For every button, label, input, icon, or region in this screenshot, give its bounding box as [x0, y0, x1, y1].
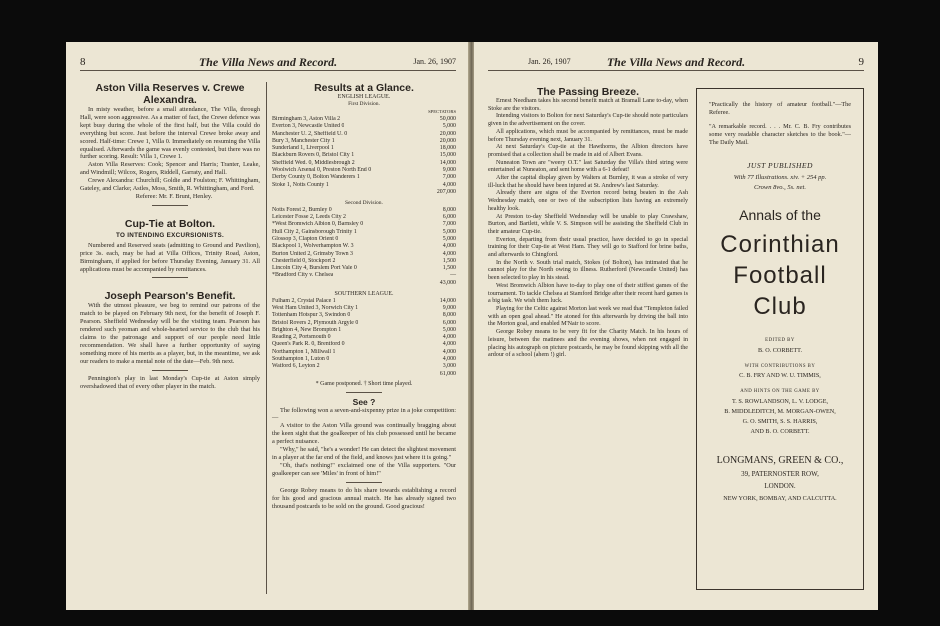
hint-author: G. O. SMITH, S. S. HARRIS,: [742, 418, 818, 425]
result-attendance: 7,000: [442, 174, 456, 181]
contributions-label: WITH CONTRIBUTIONS BY: [744, 364, 816, 369]
result-attendance: 14,000: [439, 297, 456, 304]
edited-by: EDITED BY: [765, 338, 795, 343]
result-fixture: Hull City 2, Gainsborough Trinity 1: [272, 228, 357, 235]
section-divider: [346, 482, 382, 483]
result-fixture: Everton 3, Newcastle United 0: [272, 123, 345, 130]
result-fixture: West Ham United 3, Norwich City 1: [272, 304, 359, 311]
result-fixture: Woolwich Arsenal 0, Preston North End 0: [272, 166, 372, 173]
benefit-paragraph: Pennington's play in last Monday's Cup-tie at Aston simply overshadowed that of every other player in the match.: [80, 374, 260, 390]
result-attendance: 4,000: [442, 341, 456, 348]
breeze-column: [488, 86, 688, 360]
breeze-paragraph: At next Saturday's Cup-tie at the Hawthorns, the Albion directors have promised that a collection shall be made in aid of Albert Evans.: [488, 144, 688, 158]
book-title: Corinthian: [720, 231, 840, 258]
page-number: 9: [858, 56, 864, 68]
breeze-paragraph: At Preston to-day Sheffield Wednesday will be unable to play Crawshaw, Burton, and Bartlett, while V. S. Simpson will be assisting the Sheffield Club in their amateur Cup-tie.: [488, 213, 688, 235]
breeze-paragraph: All applications, which must be accompanied by remittances, must be made before Thursday evening next, January 31.: [488, 128, 688, 143]
result-row: [272, 243, 456, 250]
breeze-paragraph: West Bromwich Albion have to-day to play one of their stiffest games of the tournament. To tackle Chelsea at Stamford Bridge after their recent hard games is a big task. We wish them luck.: [488, 282, 688, 305]
result-attendance: 5,000: [442, 228, 456, 235]
breeze-paragraph: After the capital display given by Walters at Burnley, it was a stroke of very ill-luck that he should have been injured at St. Andrew's last Saturday.: [488, 175, 688, 189]
see-paragraph: A visitor to the Aston Villa ground was continually bragging about the keen sight that the goalkeeper of his club possessed until he became a perfect nuisance.: [272, 422, 456, 446]
result-fixture: Blackpool 1, Wolverhampton W. 3: [272, 243, 354, 250]
result-attendance: 4,000: [442, 181, 456, 188]
reserves-paragraph: In misty weather, before a small attendance, The Villa, through Hall, were soon aggressive. As a matter of fact, the Crewe defence was kept busy during the whole of the first half, but the Villa could do everything but score. Just before the interval Crewe broke away and scored. Half-time: Crewe 1, Villa 0. Immediately on resuming the Villa equalised. Afterwards the game was evenly contested, but there was no further scoring. Result: Villa 1, Crewe 1.: [80, 106, 260, 161]
breeze-paragraph: Nuneaton Town are "weery O.T." last Saturday the Villa's third string were entertained at Nuneaton, and sent home with a 6-1 defeat!: [488, 159, 688, 174]
review-quote: "Practically the history of amateur football."—The Referee.: [709, 101, 851, 116]
result-row: [272, 214, 456, 221]
publisher-address: 39, PATERNOSTER ROW,: [741, 470, 819, 478]
breeze-paragraph: Playing for the Celtic against Morton last week we read that "Templeton failed with an open goal ahead." He atoned for this afterwards by driving the ball into the Morton goal, and enabled M'Nair to score.: [488, 305, 688, 328]
running-title: The Villa News and Record.: [606, 55, 746, 69]
breeze-paragraph: Intending visitors to Bolton for next Saturday's Cup-tie should note particulars given in the advertisement on the cover.: [488, 113, 688, 128]
result-fixture: Birmingham 3, Aston Villa 2: [272, 115, 341, 122]
result-attendance: 4,000: [442, 334, 456, 341]
page-number: 8: [80, 56, 86, 68]
result-attendance: —: [450, 272, 456, 279]
issue-date: Jan. 26, 1907: [413, 57, 456, 66]
result-attendance: 4,000: [442, 243, 456, 250]
result-row: [272, 182, 456, 189]
header-rule: [488, 70, 864, 71]
result-row: [272, 305, 456, 312]
benefit-heading: Joseph Pearson's Benefit.: [104, 290, 236, 303]
result-row: [272, 145, 456, 152]
benefit-paragraph: With the utmost pleasure, we beg to remind our patrons of the match to be played on February 9th next, for the benefit of Joseph F. Pearson. Sheffield Wednesday will be the visiting team. Pearson has rendered such yeoman and whole-hearted service to the club that his claims to the patronage and support of our people need little recommendation. We shall have a further opportunity of saying something more of his merits as a player, but, in the meantime, we ask our readers to make a mental note of the date—Feb. 9th next.: [80, 302, 260, 365]
result-fixture: Chesterfield 0, Stockport 2: [272, 257, 336, 264]
publisher-city: LONDON.: [764, 482, 796, 490]
result-attendance: 5,000: [442, 123, 456, 130]
review-quote: "A remarkable record. . . . Mr. C. B. Fry contributes some very readable character sketches to the book."—The Daily Mail.: [709, 123, 851, 146]
result-row: [272, 167, 456, 174]
cuptie-heading: Cup-Tie at Bolton.: [124, 217, 216, 230]
result-attendance: 5,000: [442, 326, 456, 333]
result-row: [272, 221, 456, 228]
result-row: [272, 152, 456, 159]
first-division-results: [272, 116, 456, 189]
header-rule: [80, 70, 456, 71]
results-footnote: * Game postponed. † Short time played.: [315, 380, 413, 387]
result-attendance: 7,000: [442, 221, 456, 228]
result-row: [272, 298, 456, 305]
result-attendance: 14,000: [439, 159, 456, 166]
result-attendance: 6,000: [442, 319, 456, 326]
result-row: [272, 258, 456, 265]
result-row: [272, 236, 456, 243]
advert-body: [697, 89, 863, 589]
book-title: Club: [753, 293, 807, 320]
result-fixture: Burton United 2, Grimsby Town 3: [272, 250, 353, 257]
breeze-paragraph: George Robey means to be very fit for the Charity Match. In his hours of leisure, between the matinees and the evening shows, when not engaged in placing his autograph on picture postcards, he may be found skipping with all the ardour of a school (ahem !) girl.: [488, 329, 688, 359]
result-fixture: Bristol Rovers 2, Plymouth Argyle 0: [272, 319, 359, 326]
result-fixture: Northampton 1, Millwall 1: [272, 348, 336, 355]
result-fixture: Notts Forest 2, Burnley 0: [272, 206, 332, 213]
result-row: [272, 123, 456, 130]
hint-author: AND B. O. CORBETT.: [750, 428, 810, 435]
editor: B. O. CORBETT.: [757, 347, 803, 354]
left-page: [66, 42, 470, 610]
result-row: [272, 251, 456, 258]
result-fixture: Leicester Fosse 2, Leeds City 2: [272, 214, 346, 221]
southern-total: 61,000: [439, 370, 456, 377]
division-title: Second Division.: [345, 199, 383, 206]
result-attendance: 8,000: [442, 206, 456, 213]
running-title: The Villa News and Record.: [198, 55, 338, 69]
result-fixture: Sheffield Wed. 0, Middlesbrough 2: [272, 159, 355, 166]
result-attendance: 15,000: [439, 152, 456, 159]
hints-names: [697, 397, 863, 437]
result-attendance: 5,000: [442, 235, 456, 242]
see-paragraph: "Oh, that's nothing!" exclaimed one of the Villa supporters. "Our goalkeeper can see 'Miles' in front of him!": [272, 461, 456, 477]
result-fixture: Southampton 1, Luton 0: [272, 356, 330, 363]
result-attendance: 4,000: [442, 356, 456, 363]
result-fixture: Derby County 0, Bolton Wanderers 1: [272, 174, 360, 181]
result-fixture: *Bradford City v. Chelsea: [272, 272, 334, 279]
result-fixture: Brighton 4, New Brompton 1: [272, 326, 342, 333]
result-row: [272, 363, 456, 370]
results-column: [272, 82, 456, 510]
result-fixture: Manchester U. 2, Sheffield U. 0: [272, 130, 348, 137]
cuptie-paragraph: Numbered and Reserved seats (admitting to Ground and Pavilion), price 3s. each, may be had at Villa Offices, Trinity Road, Aston, Birmingham, if applied for before Thursday Evening, January 31. All applications must be accompanied by remittances.: [80, 241, 260, 273]
result-row: [272, 327, 456, 334]
right-page: [474, 42, 878, 610]
breeze-paragraphs: [488, 98, 688, 360]
left-column: [80, 82, 260, 390]
result-fixture: *West Bromwich Albion 0, Barnsley 0: [272, 221, 364, 228]
result-fixture: Tottenham Hotspur 3, Swindon 0: [272, 312, 351, 319]
result-attendance: 1,500: [442, 257, 456, 264]
result-attendance: 8,000: [442, 312, 456, 319]
breeze-paragraph: In the North v. South trial match, Stokes (of Bolton), has intimated that he cannot play for the North owing to illness. Rutherford (Newcastle United) has been selected to play in his stead.: [488, 259, 688, 282]
result-row: [272, 320, 456, 327]
result-fixture: Blackburn Rovers 0, Bristol City 1: [272, 152, 355, 159]
cuptie-subheading: TO INTENDING EXCURSIONISTS.: [115, 231, 225, 239]
result-row: [272, 116, 456, 123]
result-attendance: 6,000: [442, 214, 456, 221]
breeze-paragraph: Everton, departing from their usual practice, have decided to go in special training for their Cup-tie at West Ham. They will go to Stafford for brine baths, and afterwards to Chingford.: [488, 236, 688, 259]
section-divider: [346, 392, 382, 393]
southern-league-results: [272, 298, 456, 371]
southern-league-title: SOUTHERN LEAGUE.: [334, 290, 394, 297]
result-fixture: Stoke 1, Notts County 1: [272, 181, 329, 188]
section-divider: [152, 205, 188, 206]
result-row: [272, 334, 456, 341]
result-row: [272, 229, 456, 236]
result-row: [272, 356, 456, 363]
result-fixture: Lincoln City 4, Burslem Port Vale 0: [272, 265, 357, 272]
result-row: [272, 174, 456, 181]
price: Crown 8vo., 5s. net.: [754, 184, 806, 191]
book-title-prefix: Annals of the: [739, 207, 821, 223]
result-attendance: 20,000: [439, 137, 456, 144]
just-published: JUST PUBLISHED: [747, 161, 813, 170]
result-fixture: Watford 6, Leyton 2: [272, 363, 320, 370]
result-row: [272, 131, 456, 138]
breeze-heading: The Passing Breeze.: [536, 86, 640, 98]
result-row: [272, 312, 456, 319]
result-fixture: Reading 2, Portsmouth 0: [272, 334, 331, 341]
results-heading: Results at a Glance.: [314, 82, 414, 94]
result-row: [272, 272, 456, 279]
result-attendance: 50,000: [439, 115, 456, 122]
publisher: LONGMANS, GREEN & CO.,: [716, 455, 844, 466]
contributors: C. B. FRY AND W. U. TIMMIS,: [739, 372, 821, 379]
column-rule: [266, 82, 267, 594]
referee-line: Referee: Mr. F. Brunt, Henley.: [135, 192, 213, 200]
result-attendance: 1,500: [442, 265, 456, 272]
result-attendance: 4,000: [442, 348, 456, 355]
see-paragraph: George Robey means to do his share towards establishing a record for his good and gracious annual match. He has already signed two thousand postcards to be sold on the ground. Good gracious!: [272, 486, 456, 510]
second-division-total: 43,000: [439, 279, 456, 286]
result-fixture: Queen's Park R. 0, Brentford 0: [272, 341, 345, 348]
result-row: [272, 341, 456, 348]
hints-label: AND HINTS ON THE GAME BY: [740, 389, 820, 394]
see-heading: See ?: [352, 396, 376, 407]
publisher-branches: NEW YORK, BOMBAY, AND CALCUTTA.: [723, 495, 837, 502]
result-row: [272, 207, 456, 214]
section-divider: [152, 277, 188, 278]
division-title: First Division.: [348, 101, 380, 107]
illustrations-note: With 77 Illustrations. xiv. + 254 pp.: [733, 174, 827, 181]
result-fixture: Sunderland 1, Liverpool 1: [272, 145, 334, 152]
result-fixture: Fulham 2, Crystal Palace 1: [272, 297, 336, 304]
result-row: [272, 160, 456, 167]
book-title: Football: [733, 262, 827, 289]
reserves-paragraph: Aston Villa Reserves: Cook; Spencer and Harris; Tranter, Leake, and Windmill; Wilcox, Rogers, Riddell, Garraty, and Hall.: [80, 161, 260, 177]
section-divider: [152, 370, 188, 371]
spectators-label: SPECTATORS: [428, 109, 456, 114]
reserves-heading: Aston Villa Reserves v. Crewe Alexandra.: [95, 82, 245, 106]
hint-author: T. S. ROWLANDSON, L. V. LODGE,: [731, 398, 829, 405]
first-division-total: 207,000: [436, 188, 456, 195]
issue-date: Jan. 26, 1907: [528, 57, 571, 66]
breeze-paragraph: Ernest Needham takes his second benefit match at Bramall Lane to-day, when Stoke are the visitors.: [488, 98, 688, 112]
right-header: [488, 56, 864, 70]
result-row: [272, 138, 456, 145]
result-fixture: Bury 3, Manchester City 1: [272, 137, 335, 144]
book-advertisement: [696, 88, 864, 590]
result-attendance: 18,000: [439, 145, 456, 152]
breeze-paragraph: Already there are signs of the Everton record being beaten in the Ash Wednesday match, one or two of the subscription lists having an extremely healthy look.: [488, 190, 688, 212]
result-attendance: 9,000: [442, 304, 456, 311]
result-row: [272, 349, 456, 356]
result-attendance: 9,000: [442, 166, 456, 173]
result-attendance: 3,000: [442, 363, 456, 370]
see-paragraph: The following won a seven-and-sixpenny prize in a joke competition:—: [272, 406, 456, 422]
left-header: [80, 56, 456, 70]
result-attendance: 4,000: [442, 250, 456, 257]
see-paragraph: "Why," he said, "he's a wonder! He can detect the slightest movement in a player at the far end of the field, and knows just where it is going.": [272, 446, 456, 461]
league-title: ENGLISH LEAGUE.: [337, 94, 391, 100]
result-attendance: 20,000: [439, 130, 456, 137]
hint-author: B. MIDDLEDITCH, M. MORGAN-OWEN,: [724, 408, 836, 415]
reserves-paragraph: Crewe Alexandra: Churchill; Goldie and Foulston; F. Whittingham, Gateley, and Clarke; Astles, Moss, Smith, R. Whittingham, and Ford.: [80, 177, 260, 193]
result-fixture: Glossop 3, Clapton Orient 0: [272, 235, 339, 242]
second-division-results: [272, 207, 456, 280]
result-row: [272, 265, 456, 272]
